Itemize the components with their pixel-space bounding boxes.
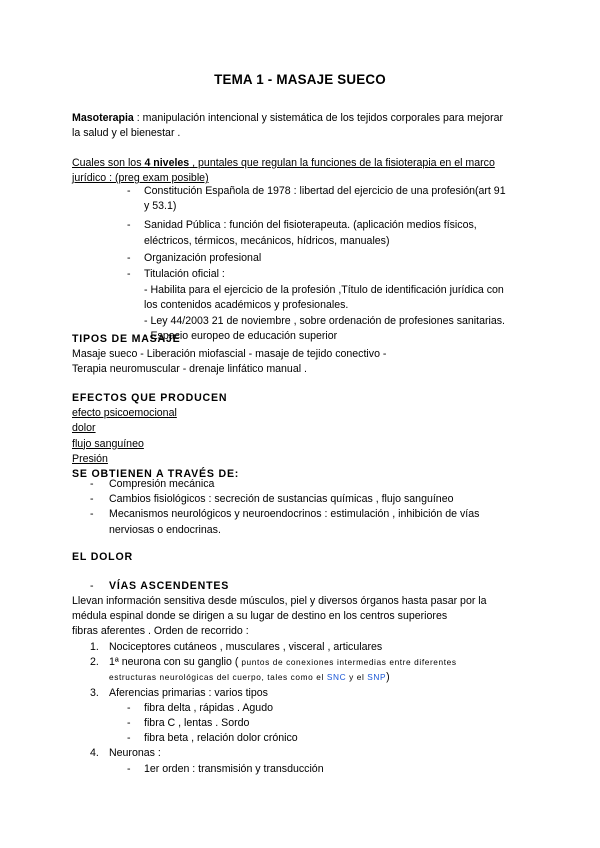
list-item <box>127 251 547 266</box>
bullet-dash: - <box>127 185 131 197</box>
niveles-q-post: , puntales que regulan la funciones de la fisioterapia en el marco <box>189 157 495 169</box>
list-item-text: fibra delta , rápidas . Agudo <box>144 701 273 714</box>
list-item-text: Compresión mecánica <box>109 478 215 490</box>
intro-text-1: : manipulación intencional y sistemática de los tejidos corporales para mejorar <box>133 112 504 124</box>
vias-description <box>72 594 542 640</box>
list-number: 3. <box>90 686 99 699</box>
list-item-text: fibra beta , relación dolor crónico <box>144 732 298 745</box>
bullet-dash: - <box>127 732 131 745</box>
niveles-q-line2: jurídico : (preg exam posible) <box>72 172 209 185</box>
list-item-text: Constitución Española de 1978 : libertad del ejercicio de una profesión(art 91 <box>144 185 506 197</box>
list-item-text: Neuronas : <box>109 747 161 760</box>
section-heading: VÍAS ASCENDENTES <box>109 580 230 592</box>
intro-paragraph <box>72 111 532 141</box>
tipos-text-1: Masaje sueco - Liberación miofascial - masaje de tejido conectivo - <box>72 348 387 361</box>
desc-line: Llevan información sensitiva desde músculos, piel y diversos órganos hasta pasar por la <box>72 595 487 607</box>
list-item <box>127 716 540 731</box>
list-item <box>90 492 540 507</box>
bullet-dash: - <box>90 478 94 490</box>
desc-line: fibras aferentes . Orden de recorrido : <box>72 625 249 638</box>
section-heading: EFECTOS QUE PRODUCEN <box>72 392 228 404</box>
desc-line: médula espinal donde se dirigen a su lugar de destino en los centros superiores <box>72 610 448 623</box>
list-item <box>90 655 540 685</box>
list-item-text: fibra C , lentas . Sordo <box>144 717 250 730</box>
list-item-text: nerviosas o endocrinas. <box>109 523 221 536</box>
niveles-q-bold: 4 niveles <box>144 157 190 169</box>
list-item-text: Organización profesional <box>144 251 262 264</box>
efecto-item: efecto psicoemocional <box>72 407 177 420</box>
sub-item-text: - Espacio europeo de educación superior <box>144 329 338 342</box>
niveles-list <box>127 184 547 344</box>
snp-link[interactable]: SNP <box>367 672 387 683</box>
tipos-section <box>72 332 532 378</box>
snc-link[interactable]: SNC <box>326 672 347 683</box>
neuronas-list <box>127 762 540 777</box>
bullet-dash: - <box>127 717 131 730</box>
list-item-text: Mecanismos neurológicos y neuroendocrinos : estimulación , inhibición de vías <box>109 508 480 521</box>
list-item <box>127 184 547 214</box>
list-number: 4. <box>90 747 99 760</box>
dolor-heading <box>72 550 532 565</box>
list-item-text: Nociceptores cutáneos , musculares , visceral , articulares <box>109 641 383 653</box>
list-item-text: Cambios fisiológicos : secreción de sustancias químicas , flujo sanguíneo <box>109 493 454 506</box>
bullet-dash: - <box>127 219 131 232</box>
obtienen-list <box>90 477 540 538</box>
bullet-dash: - <box>90 580 94 592</box>
sub-item-text: - Habilita para el ejercicio de la profesión ,Título de identificación jurídica con <box>144 284 504 297</box>
efecto-item: dolor <box>72 422 96 435</box>
ganglio-note: estructuras neurológicas del cuerpo, tales como el <box>109 672 327 683</box>
tipos-text-2: Terapia neuromuscular - drenaje linfático manual . <box>72 363 307 376</box>
efectos-section <box>72 391 532 482</box>
list-item-text: 1er orden : transmisión y transducción <box>144 762 324 775</box>
ganglio-note: y el <box>346 672 368 683</box>
list-number: 2. <box>90 656 99 669</box>
fibras-list <box>127 701 540 747</box>
niveles-q-pre: Cuales son los <box>72 157 145 169</box>
list-item <box>127 701 540 716</box>
bullet-dash: - <box>90 508 94 521</box>
recorrido-list <box>90 640 540 777</box>
section-heading: TIPOS DE MASAJE <box>72 333 181 345</box>
list-item-text: Titulación oficial : <box>144 268 225 281</box>
niveles-question <box>72 156 532 186</box>
list-item-text: Sanidad Pública : función del fisioterapeuta. (aplicación medios físicos, <box>144 219 477 232</box>
bullet-dash: - <box>90 493 94 506</box>
list-item <box>90 477 540 492</box>
list-item-text: Aferencias primarias : varios tipos <box>109 686 268 699</box>
list-item-text: eléctricos, térmicos, mecánicos, hídricos, manuales) <box>144 234 390 247</box>
bullet-dash: - <box>127 268 131 281</box>
vias-heading-row <box>90 579 550 594</box>
section-heading: EL DOLOR <box>72 551 133 563</box>
list-item <box>127 218 547 248</box>
intro-text-2: la salud y el bienestar . <box>72 127 181 140</box>
page-title: TEMA 1 - MASAJE SUECO <box>214 72 386 87</box>
ganglio-note: puntos de conexiones intermedias entre diferentes <box>241 657 457 668</box>
bullet-dash: - <box>127 762 131 775</box>
list-item <box>90 640 540 655</box>
efecto-item: Presión <box>72 452 108 465</box>
efecto-item: flujo sanguíneo <box>72 437 144 450</box>
list-item-text: y 53.1) <box>144 200 177 213</box>
list-item <box>90 686 540 701</box>
intro-term: Masoterapia <box>72 112 134 124</box>
list-item <box>127 267 547 282</box>
section-heading: SE OBTIENEN A TRAVÉS DE: <box>72 468 240 481</box>
ganglio-close: ) <box>386 671 390 684</box>
list-item <box>90 507 540 537</box>
bullet-dash: - <box>127 701 131 714</box>
sub-item-text: - Ley 44/2003 21 de noviembre , sobre ordenación de profesiones sanitarias. <box>144 314 506 327</box>
list-item <box>127 731 540 746</box>
bullet-dash: - <box>127 251 131 264</box>
sub-item-text: los contenidos académicos y profesionales. <box>144 299 349 312</box>
list-item <box>127 762 540 777</box>
list-item-text: 1ª neurona con su ganglio ( <box>109 656 242 669</box>
list-item <box>90 746 540 761</box>
list-number: 1. <box>90 641 99 653</box>
